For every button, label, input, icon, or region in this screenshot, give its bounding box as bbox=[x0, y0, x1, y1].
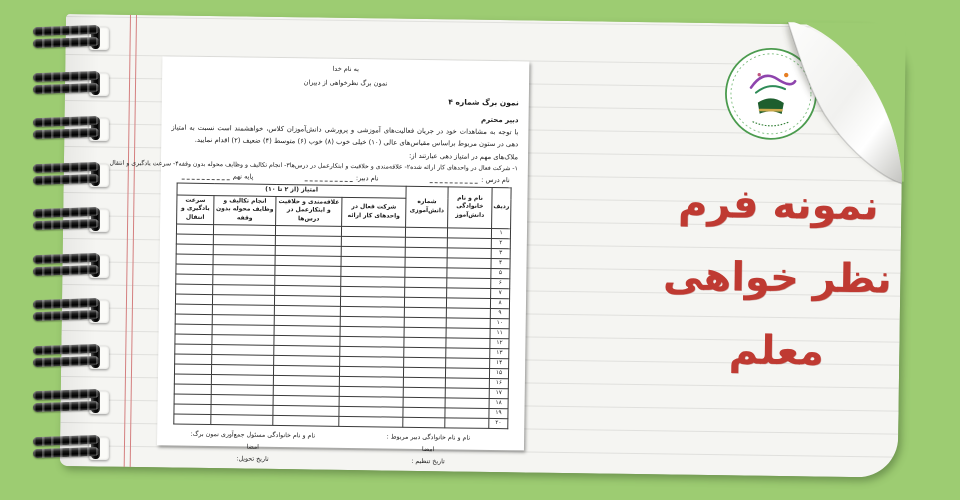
form-field bbox=[179, 171, 254, 180]
empty-score-cell bbox=[175, 344, 212, 355]
teacher-signature-label: امضا bbox=[421, 445, 435, 453]
page-title bbox=[621, 180, 934, 376]
sheet-number: نمون برگ شماره ۴ bbox=[448, 97, 519, 108]
ring-wire bbox=[33, 252, 99, 263]
form-field bbox=[427, 175, 510, 184]
empty-score-cell bbox=[176, 264, 213, 275]
criteria-list bbox=[109, 159, 518, 173]
empty-score-cell bbox=[174, 404, 211, 415]
empty-score-cell bbox=[176, 274, 213, 285]
empty-score-cell bbox=[273, 415, 339, 426]
spiral-ring-icon bbox=[33, 389, 109, 416]
empty-score-cell bbox=[445, 378, 489, 389]
criteria-item: ۲- علاقه‌مندی و خلاقیت و ابتکارعمل در درس‌ها bbox=[289, 161, 411, 171]
empty-score-cell bbox=[176, 254, 213, 265]
empty-score-cell bbox=[447, 248, 491, 259]
empty-score-cell bbox=[404, 317, 446, 328]
row-number-cell: ۱ bbox=[491, 228, 510, 238]
empty-score-cell bbox=[404, 297, 446, 308]
row-number-cell: ۹ bbox=[490, 308, 509, 318]
empty-score-cell bbox=[403, 397, 445, 408]
empty-score-cell bbox=[404, 327, 446, 338]
row-number-cell: ۱۵ bbox=[489, 368, 508, 378]
row-number-cell: ۷ bbox=[491, 288, 510, 298]
collector-date-label: تاریخ تحویل: bbox=[236, 455, 269, 463]
col-header-student-name: نام و نام خانوادگی دانش‌آموز bbox=[448, 187, 493, 229]
empty-score-cell bbox=[175, 304, 212, 315]
collector-name-label: نام و نام خانوادگی مسئول جمع‌آوری نمون برگ: bbox=[190, 430, 316, 440]
footer-collector-block bbox=[165, 428, 341, 466]
ring-wire bbox=[33, 446, 99, 457]
ring-wire bbox=[33, 82, 99, 93]
notebook-page bbox=[60, 14, 904, 478]
row-number-cell: ۶ bbox=[491, 278, 510, 288]
spiral-ring-icon bbox=[33, 71, 109, 98]
spiral-ring-icon bbox=[33, 253, 109, 280]
empty-score-cell bbox=[174, 384, 211, 395]
instructions-paragraph: با توجه به مشاهدات خود در جریان فعالیت‌های آموزشی و پرورشی دانش‌آموزان کلاس، خواهشمند است نسبت به امتیاز دهی در ستون مربوط براساس مقیاس‌های عالی (۱۰) خیلی خوب (۸) خوب (۶) متوسط (۴) ضعیف (۲) اقدام نمایید. bbox=[171, 123, 519, 149]
row-number-cell: ۲۰ bbox=[489, 418, 508, 428]
empty-score-cell bbox=[175, 324, 212, 335]
empty-score-cell bbox=[404, 357, 446, 368]
feedback-form-document bbox=[109, 56, 529, 466]
teacher-date-label: تاریخ تنظیم : bbox=[411, 457, 445, 466]
empty-score-cell bbox=[403, 377, 445, 388]
spiral-ring-icon bbox=[33, 298, 109, 325]
col-header-row-number: ردیف bbox=[492, 187, 512, 228]
ring-wire bbox=[33, 161, 99, 172]
empty-score-cell bbox=[174, 374, 211, 385]
empty-score-cell bbox=[403, 387, 445, 398]
teacher-name-label: نام و نام خانوادگی دبیر مربوط : bbox=[386, 433, 471, 442]
empty-score-cell bbox=[175, 334, 212, 345]
spiral-ring-icon bbox=[33, 344, 109, 371]
criteria-intro: ملاک‌های مهم در امتیاز دهی عبارتند از: bbox=[408, 151, 519, 162]
empty-score-cell bbox=[446, 338, 490, 349]
empty-score-cell bbox=[447, 258, 491, 269]
empty-score-cell bbox=[211, 414, 273, 425]
empty-score-cell bbox=[446, 328, 490, 339]
score-column-header: علاقه‌مندی و خلاقیت و ابتکارعمل در درس‌ها bbox=[276, 196, 342, 226]
margin-line bbox=[130, 15, 137, 467]
score-column-header: شرکت فعال در واحدهای کار ارائه bbox=[342, 197, 406, 227]
empty-score-cell bbox=[176, 284, 213, 295]
empty-score-cell bbox=[176, 234, 213, 245]
field-label: پایه نهم bbox=[232, 172, 254, 181]
empty-score-cell bbox=[446, 298, 490, 309]
spiral-ring-icon bbox=[33, 162, 109, 189]
field-label: نام درس : bbox=[481, 175, 510, 184]
row-number-cell: ۱۱ bbox=[490, 328, 509, 338]
empty-score-cell bbox=[403, 417, 445, 428]
empty-score-cell bbox=[445, 388, 489, 399]
empty-score-cell bbox=[175, 354, 212, 365]
empty-score-cell bbox=[405, 277, 447, 288]
ring-wire bbox=[33, 355, 99, 366]
empty-score-cell bbox=[405, 257, 447, 268]
form-field bbox=[302, 173, 379, 182]
criteria-item: ۱- شرکت فعال در واحدهای کار ارائه شده bbox=[410, 163, 518, 173]
row-number-cell: ۱۶ bbox=[489, 378, 508, 388]
collector-signature-label: امضا bbox=[246, 443, 260, 451]
bismillah-text: به نام خدا bbox=[332, 64, 360, 74]
empty-score-cell bbox=[447, 228, 491, 239]
empty-score-cell bbox=[403, 367, 445, 378]
spiral-ring-icon bbox=[33, 116, 109, 143]
row-number-cell: ۱۲ bbox=[490, 338, 509, 348]
empty-score-cell bbox=[405, 287, 447, 298]
empty-score-cell bbox=[446, 348, 490, 359]
row-number-cell: ۱۴ bbox=[490, 358, 509, 368]
empty-score-cell bbox=[174, 364, 211, 375]
empty-score-cell bbox=[445, 398, 489, 409]
row-number-cell: ۱۷ bbox=[489, 388, 508, 398]
spiral-binding bbox=[0, 0, 130, 500]
title-line-3: معلم bbox=[728, 327, 825, 375]
salutation: دبیر محترم bbox=[480, 115, 519, 125]
footer-teacher-block bbox=[340, 431, 516, 469]
empty-score-cell bbox=[405, 247, 447, 258]
field-blank-line bbox=[182, 175, 230, 180]
empty-score-cell bbox=[445, 408, 489, 419]
empty-score-cell bbox=[174, 414, 211, 425]
empty-score-cell bbox=[405, 237, 447, 248]
row-number-cell: ۱۹ bbox=[489, 408, 508, 418]
col-header-score: امتیاز (از ۲ تا ۱۰) bbox=[177, 183, 406, 198]
ring-wire bbox=[33, 70, 99, 81]
page-curl bbox=[752, 22, 906, 188]
field-blank-line bbox=[305, 177, 353, 182]
empty-score-cell bbox=[446, 318, 490, 329]
form-footer bbox=[165, 428, 516, 469]
empty-score-cell bbox=[405, 227, 447, 238]
empty-score-cell bbox=[446, 358, 490, 369]
empty-score-cell bbox=[405, 267, 447, 278]
field-label: نام دبیر: bbox=[355, 173, 379, 183]
criteria-item: ۴- سرعت یادگیری و انتقال bbox=[109, 159, 179, 168]
criteria-item: ۳- انجام تکالیف و وظایف محوله بدون وقفه bbox=[178, 160, 290, 169]
row-number-cell: ۸ bbox=[490, 298, 509, 308]
row-number-cell: ۱۳ bbox=[490, 348, 509, 358]
row-number-cell: ۱۸ bbox=[489, 398, 508, 408]
form-subtitle: نمون برگ نظرخواهی از دبیران bbox=[303, 78, 388, 88]
empty-score-cell bbox=[339, 416, 403, 427]
score-table-body bbox=[174, 224, 511, 429]
empty-score-cell bbox=[447, 288, 491, 299]
score-column-header: سرعت یادگیری و انتقال bbox=[177, 195, 214, 225]
empty-score-cell bbox=[403, 407, 445, 418]
empty-score-cell bbox=[174, 394, 211, 405]
empty-score-cell bbox=[447, 268, 491, 279]
empty-score-cell bbox=[176, 224, 213, 235]
score-table bbox=[173, 182, 511, 429]
col-header-student-id: شماره دانش‌آموزی bbox=[406, 186, 449, 228]
ring-wire bbox=[33, 173, 99, 184]
spiral-ring-icon bbox=[33, 207, 109, 234]
title-line-2: نظر خواهی bbox=[662, 253, 893, 303]
field-blank-line bbox=[430, 179, 478, 184]
score-column-header: انجام تکالیف و وظایف محوله بدون وقفه bbox=[214, 195, 276, 225]
empty-score-cell bbox=[175, 294, 212, 305]
spiral-ring-icon bbox=[33, 25, 109, 52]
empty-score-cell bbox=[176, 244, 213, 255]
empty-score-cell bbox=[447, 278, 491, 289]
row-number-cell: ۳ bbox=[491, 248, 510, 258]
spiral-ring-icon bbox=[33, 435, 109, 462]
empty-score-cell bbox=[404, 337, 446, 348]
row-number-cell: ۴ bbox=[491, 258, 510, 268]
empty-score-cell bbox=[447, 238, 491, 249]
empty-score-cell bbox=[445, 418, 489, 429]
row-number-cell: ۵ bbox=[491, 268, 510, 278]
row-number-cell: ۲ bbox=[491, 238, 510, 248]
empty-score-cell bbox=[175, 314, 212, 325]
empty-score-cell bbox=[404, 307, 446, 318]
empty-score-cell bbox=[446, 308, 490, 319]
title-line-1: نمونه فرم bbox=[677, 180, 879, 230]
row-number-cell: ۱۰ bbox=[490, 318, 509, 328]
ring-wire bbox=[33, 434, 99, 445]
ring-wire bbox=[33, 264, 99, 275]
empty-score-cell bbox=[404, 347, 446, 358]
empty-score-cell bbox=[445, 368, 489, 379]
ring-wire bbox=[33, 343, 99, 354]
